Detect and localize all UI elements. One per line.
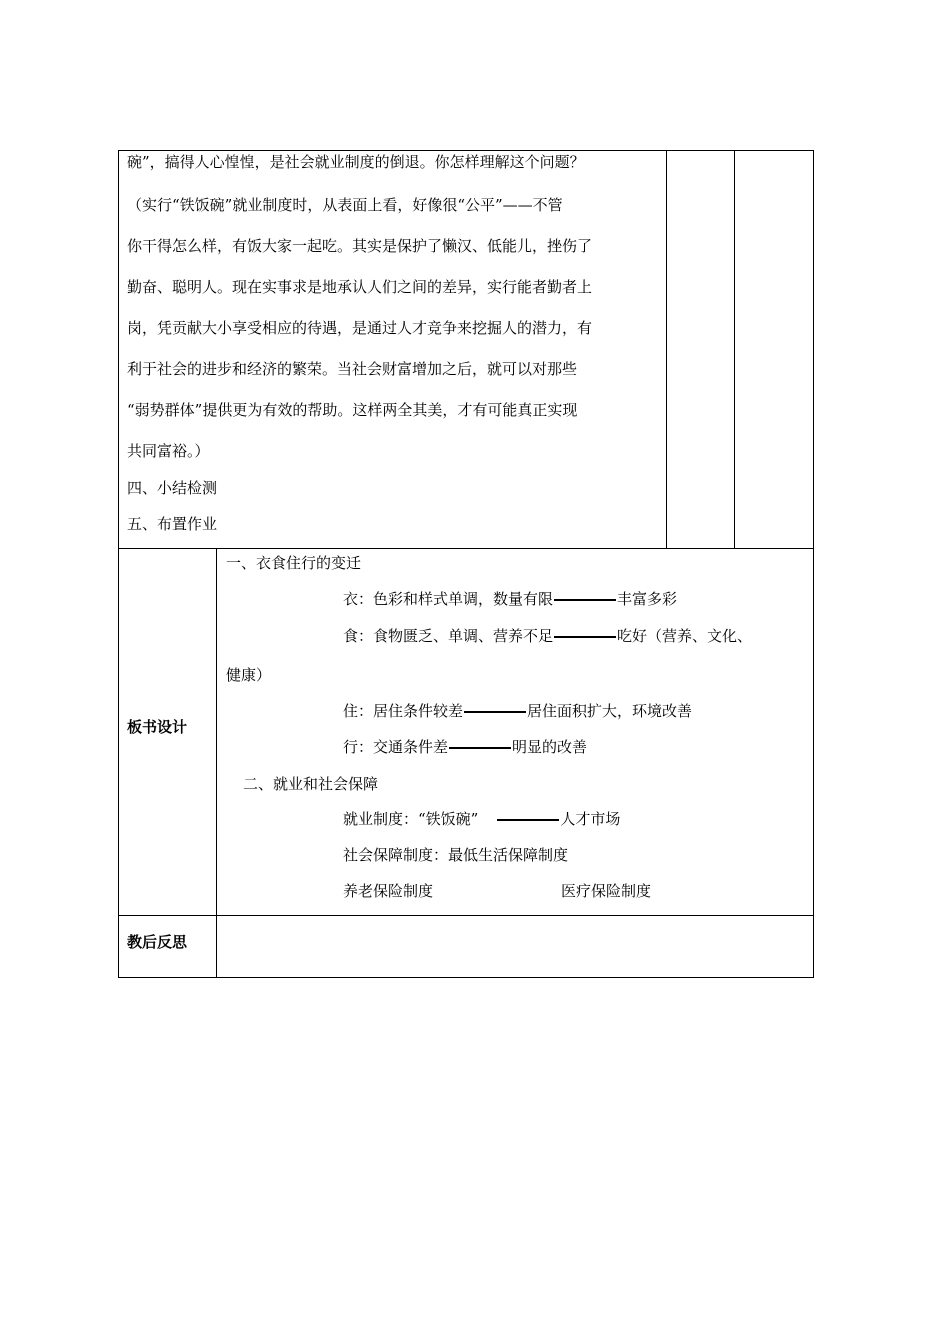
process-line-7: “弱势群体”提供更为有效的帮助。这样两全其美，才有可能真正实现 [127,401,578,419]
process-line-4: 勤奋、聪明人。现在实事求是地承认人们之间的差异，实行能者勤者上 [127,278,593,296]
table-border-bottom [118,977,814,978]
col-divider-b [734,150,735,549]
board-transport [343,737,587,757]
arrow-line [554,636,616,638]
row-divider-2 [118,915,814,916]
clothing-before: 衣：色彩和样式单调，数量有限 [343,590,554,608]
transport-before: 行：交通条件差 [343,738,449,756]
process-line-8: 共同富裕。） [127,442,210,460]
step-summary-check: 四、小结检测 [127,479,218,497]
board-food-wrap: 健康） [226,666,272,684]
table-border-top [118,150,814,151]
board-section-2: 二、就业和社会保障 [243,775,379,793]
board-housing [343,701,692,721]
process-line-3: 你干得怎么样，有饭大家一起吃。其实是保护了懒汉、低能儿，挫伤了 [127,237,593,255]
process-line-1: 碗”，搞得人心惶惶，是社会就业制度的倒退。你怎样理解这个问题？ [127,153,585,171]
reflection-label: 教后反思 [127,933,188,951]
arrow-line [449,747,511,749]
row-divider-1 [118,548,814,549]
label-col-divider [216,548,217,978]
arrow-line [464,711,526,713]
table-border-right [813,150,814,978]
board-clothing [343,589,677,609]
reflection-content[interactable] [218,917,812,976]
employment-after: 人才市场 [560,810,621,828]
board-medical: 医疗保险制度 [561,882,652,900]
clothing-after: 丰富多彩 [617,590,678,608]
housing-before: 住：居住条件较差 [343,702,464,720]
board-food [343,626,752,646]
process-line-6: 利于社会的进步和经济的繁荣。当社会财富增加之后，就可以对那些 [127,360,578,378]
arrow-line [554,599,616,601]
housing-after: 居住面积扩大，环境改善 [527,702,693,720]
process-line-5: 岗，凭贡献大小享受相应的待遇，是通过人才竞争来挖掘人的潜力，有 [127,319,593,337]
board-employment [343,809,620,829]
step-assign-homework: 五、布置作业 [127,515,218,533]
process-line-2: （实行“铁饭碗”就业制度时，从表面上看，好像很“公平”——不管 [127,196,563,214]
food-after: 吃好（营养、文化、 [617,627,753,645]
col-divider-a [666,150,667,549]
transport-after: 明显的改善 [512,738,588,756]
employment-before: 就业制度：“铁饭碗” [343,810,479,828]
board-pension: 养老保险制度 [343,882,434,900]
food-before: 食：食物匮乏、单调、营养不足 [343,627,554,645]
board-section-1: 一、衣食住行的变迁 [226,554,362,572]
arrow-line [497,819,559,821]
board-design-label: 板书设计 [127,718,188,736]
table-border-left [118,150,119,978]
board-social-security: 社会保障制度：最低生活保障制度 [343,846,569,864]
